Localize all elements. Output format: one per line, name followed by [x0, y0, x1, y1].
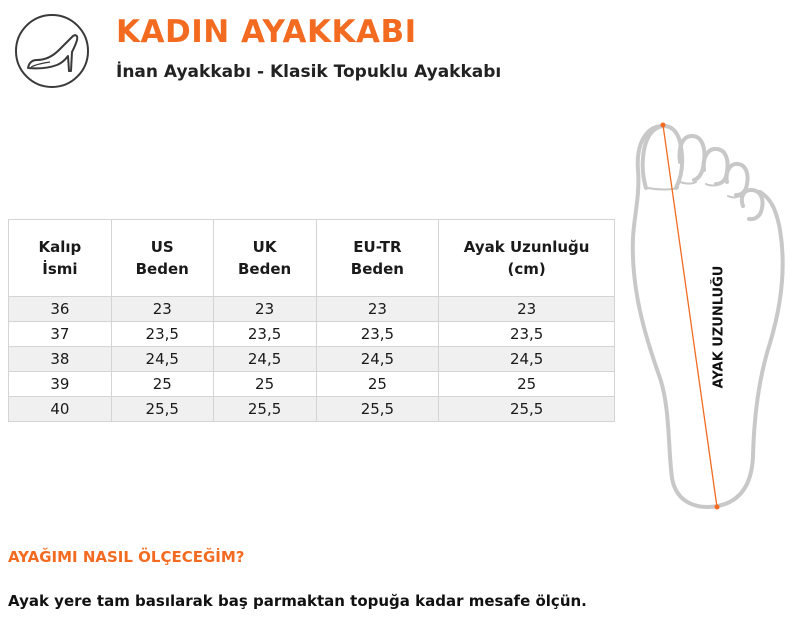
table-cell: 23,5: [316, 322, 439, 347]
table-cell: 24,5: [111, 347, 213, 372]
table-cell: 25: [111, 372, 213, 397]
table-header-row: [9, 220, 615, 297]
table-row: [9, 322, 615, 347]
column-header-kalip: Kalıp İsmi: [9, 220, 112, 297]
table-cell: 25,5: [213, 397, 316, 422]
table-cell: 23,5: [111, 322, 213, 347]
product-subtitle: İnan Ayakkabı - Klasik Topuklu Ayakkabı: [116, 62, 502, 82]
table-cell: 38: [9, 347, 112, 372]
table-row: [9, 347, 615, 372]
page-title: KADIN AYAKKABI: [116, 14, 417, 50]
table-cell: 39: [9, 372, 112, 397]
table-cell: 24,5: [213, 347, 316, 372]
measure-end-dot: [715, 505, 720, 510]
how-to-measure-text: Ayak yere tam basılarak baş parmaktan topuğa kadar mesafe ölçün.: [8, 592, 587, 610]
column-header-us: US Beden: [111, 220, 213, 297]
table-cell: 36: [9, 297, 112, 322]
table-row: [9, 397, 615, 422]
table-cell: 37: [9, 322, 112, 347]
table-cell: 23: [111, 297, 213, 322]
foot-outline-icon: [630, 118, 790, 518]
column-header-eu-tr: EU-TR Beden: [316, 220, 439, 297]
table-cell: 23,5: [439, 322, 615, 347]
table-cell: 25: [213, 372, 316, 397]
table-row: [9, 297, 615, 322]
table-cell: 24,5: [439, 347, 615, 372]
table-cell: 25,5: [316, 397, 439, 422]
table-cell: 40: [9, 397, 112, 422]
column-header-ayak-uzunlugu: Ayak Uzunluğu (cm): [439, 220, 615, 297]
table-cell: 23: [213, 297, 316, 322]
table-cell: 25,5: [111, 397, 213, 422]
table-cell: 23: [316, 297, 439, 322]
table-cell: 25: [316, 372, 439, 397]
table-cell: 25,5: [439, 397, 615, 422]
table-cell: 24,5: [316, 347, 439, 372]
table-cell: 23,5: [213, 322, 316, 347]
measure-start-dot: [661, 123, 666, 128]
how-to-measure-heading: AYAĞIMI NASIL ÖLÇECEĞİM?: [8, 548, 245, 566]
high-heel-shoe-icon: [15, 14, 89, 88]
table-cell: 23: [439, 297, 615, 322]
size-chart-table: [8, 219, 615, 422]
table-cell: 25: [439, 372, 615, 397]
column-header-uk: UK Beden: [213, 220, 316, 297]
table-row: [9, 372, 615, 397]
